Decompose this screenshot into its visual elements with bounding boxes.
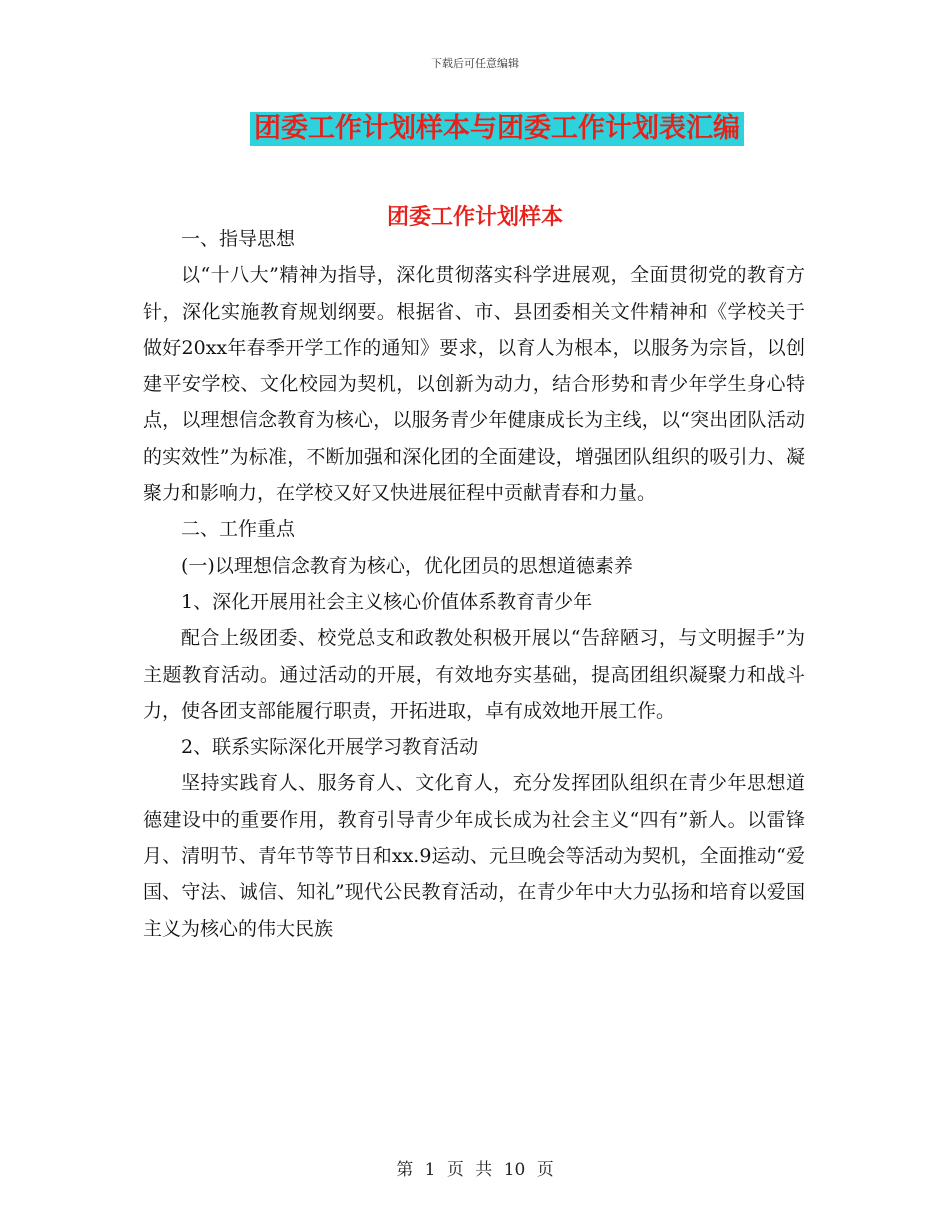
subheading: 2、联系实际深化开展学习教育活动 (181, 736, 479, 759)
subheading: 1、深化开展用社会主义核心价值体系教育青少年 (181, 590, 593, 613)
heading-work-focus: 二、工作重点 (181, 518, 296, 541)
document-body (143, 221, 805, 947)
page-number: 第 1 页 共 10 页 (396, 1160, 554, 1180)
heading-guiding-ideology: 一、指导思想 (181, 228, 296, 250)
paragraph: 坚持实践育人、服务育人、文化育人，充分发挥团队组织在青少年思想道德建设中的重要作用，教育引导青少年成长成为社会主义“四有”新人。以雷锋月、清明节、青年节等节日和xx.9运动、元旦晚会等活动为契机，全面推动“爱国、守法、诚信、知礼”现代公民教育活动，在青少年中大力弘扬和培育以爱国主义为核心的伟大民族 (143, 772, 805, 940)
paragraph: 配合上级团委、校党总支和政教处积极开展以“告辞陋习，与文明握手”为主题教育活动。通过活动的开展，有效地夯实基础，提高团组织凝聚力和战斗力，使各团支部能履行职责，开拓进取，卓有成效地开展工作。 (143, 627, 805, 722)
page-header: 下载后可任意编辑 (431, 57, 519, 70)
section-title: 团委工作计划样本 (386, 205, 563, 230)
document-title: 团委工作计划样本与团委工作计划表汇编 (250, 112, 744, 146)
subheading: (一)以理想信念教育为核心，优化团员的思想道德素养 (181, 554, 633, 577)
document-title-container (0, 112, 950, 146)
paragraph: 以“十八大”精神为指导，深化贯彻落实科学进展观，全面贯彻党的教育方针，深化实施教育规划纲要。根据省、市、县团委相关文件精神和《学校关于做好20xx年春季开学工作的通知》要求，以育人为根本，以服务为宗旨，以创建平安学校、文化校园为契机，以创新为动力，结合形势和青少年学生身心特点，以理想信念教育为核心，以服务青少年健康成长为主线，以“突出团队活动的实效性”为标准，不断加强和深化团的全面建设，增强团队组织的吸引力、凝聚力和影响力，在学校又好又快进展征程中贡献青春和力量。 (143, 264, 805, 505)
